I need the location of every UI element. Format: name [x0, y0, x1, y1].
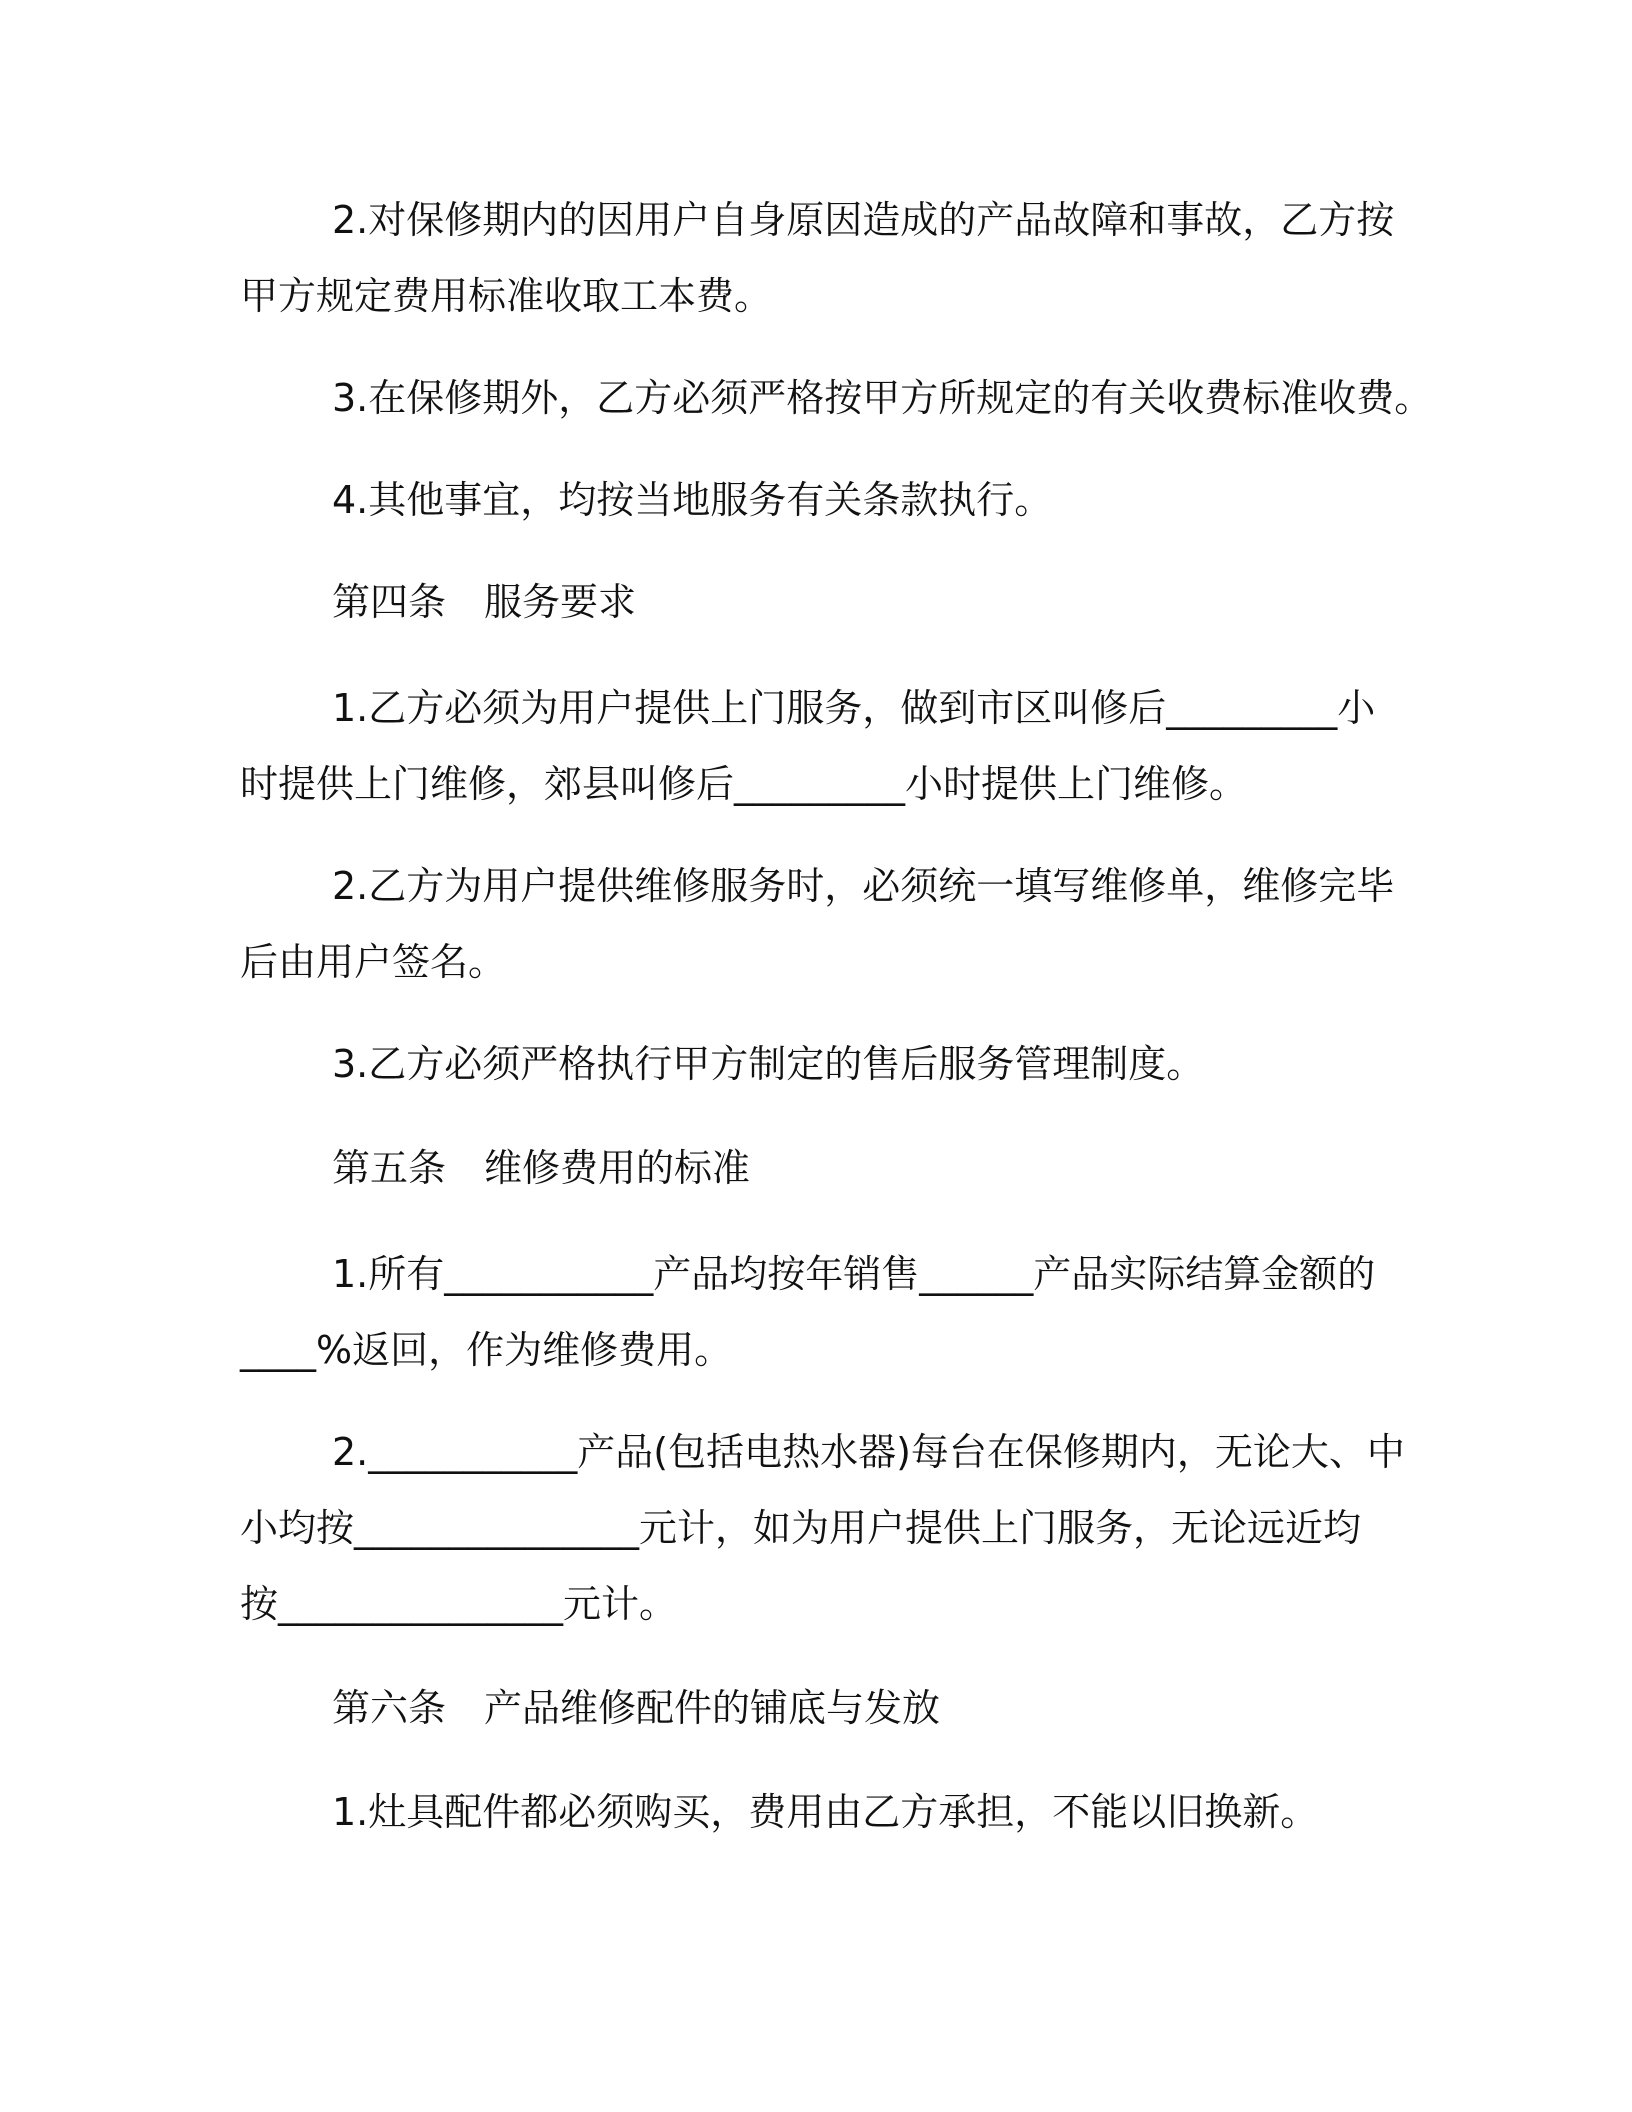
- paragraph-line: 2.对保修期内的因用户自身原因造成的产品故障和事故，乙方按: [332, 198, 1395, 242]
- paragraph-line: 后由用户签名。: [240, 940, 507, 984]
- paragraph-line: 1.乙方必须为用户提供上门服务，做到市区叫修后_________小: [332, 686, 1376, 730]
- paragraph-line: 3.乙方必须严格执行甲方制定的售后服务管理制度。: [332, 1042, 1205, 1086]
- section-heading: 第六条 产品维修配件的铺底与发放: [332, 1686, 941, 1730]
- paragraph-line: 3.在保修期外，乙方必须严格按甲方所规定的有关收费标准收费。: [332, 376, 1433, 420]
- paragraph-line: 按_______________元计。: [240, 1582, 678, 1626]
- paragraph-line: 时提供上门维修，郊县叫修后_________小时提供上门维修。: [240, 762, 1248, 806]
- paragraph-line: 1.所有___________产品均按年销售______产品实际结算金额的: [332, 1252, 1376, 1296]
- section-heading: 第五条 维修费用的标准: [332, 1146, 751, 1190]
- paragraph-line: 4.其他事宜，均按当地服务有关条款执行。: [332, 478, 1053, 522]
- paragraph-line: ____%返回，作为维修费用。: [240, 1328, 733, 1372]
- paragraph-line: 甲方规定费用标准收取工本费。: [240, 274, 773, 318]
- paragraph-line: 小均按_______________元计，如为用户提供上门服务，无论远近均: [240, 1506, 1362, 1550]
- paragraph-line: 1.灶具配件都必须购买，费用由乙方承担，不能以旧换新。: [332, 1790, 1319, 1834]
- paragraph-line: 2.乙方为用户提供维修服务时，必须统一填写维修单，维修完毕: [332, 864, 1395, 908]
- paragraph-line: 2.___________产品(包括电热水器)每台在保修期内，无论大、中: [332, 1430, 1405, 1474]
- section-heading: 第四条 服务要求: [332, 580, 637, 624]
